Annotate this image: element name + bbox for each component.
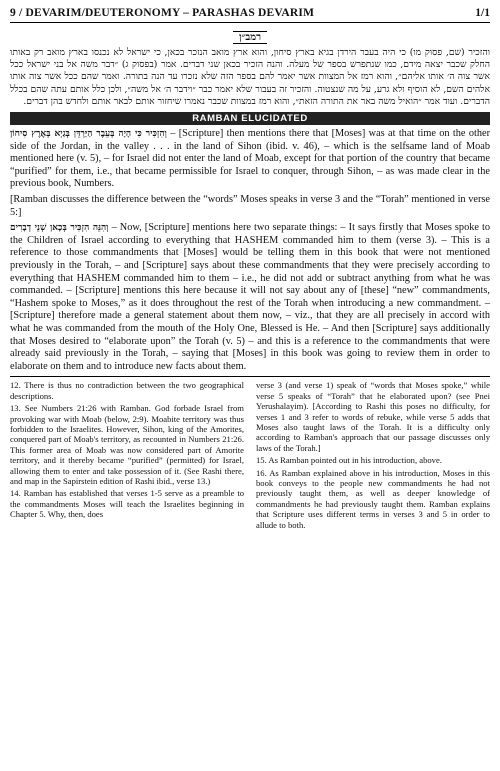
ramban-label: רמב״ן [233, 31, 267, 44]
header-title: 9 / DEVARIM/DEUTERONOMY – PARASHAS DEVARIM [10, 7, 315, 19]
footnotes [10, 380, 490, 532]
footnote: 14. Ramban has established that verses 1-5 serve as a preamble to the commandments Moses will teach the Israelites beginning in Chapter 5. Why, then, does [10, 488, 244, 520]
hebrew-lemma: וְהִזְכִּיר כִּי הָיָה בְּעֵבֶר הַיַּרְדֵּן בְּגַיְא בְּאֶרֶץ סִיחוֹן [10, 129, 167, 140]
header-page-ref: 1/1 [475, 7, 490, 19]
elucidation-body [10, 128, 490, 373]
elucidation-paragraph [10, 194, 490, 219]
footnotes-left-column [10, 380, 244, 532]
elucidation-paragraph [10, 222, 490, 373]
elucidated-heading: RAMBAN ELUCIDATED [10, 112, 490, 125]
footnote: verse 3 (and verse 1) speak of “words that Moses spoke,” while verse 5 speaks of “Torah” that he elaborated upon? (see Pnei Yerushalayim). [According to Rashi this poses no difficulty, for verses 1 and 3 refer to words of rebuke, while verse 5 adds that Moses also taught laws of the Torah. It is a difficulty only according to Ramban's approach that our passage discusses only laws of the Torah.] [256, 380, 490, 453]
english-text: [Ramban discusses the difference between the “words” Moses speaks in verse 3 and the “Torah” mentioned in verse 5:] [10, 193, 490, 218]
footnote: 12. There is thus no contradiction between the two geographical descriptions. [10, 380, 244, 401]
hebrew-commentary: והזכיר (שם, פסוק מו) כי היה בעבר הירדן בגיא בארץ סיחון, והוא ארץ מואב הנזכר בכאן, כי ישראל לא נכנסו בארץ מואב רק באותו החלק שכבר יצאה מידם, כמו שנתפרש בספר של מעלה. והנה הזכיר בכאן שני דברים. אמר (בפסוק ג) ״דבר משה אל בני ישראל ככל אשר צוה ה׳ אותו אליהם״, והוא רמז אל המצוות אשר יאמר להם בספר הזה שלא נזכרו עד הנה בתורה. ואמר שהם ככל אשר צוה אותו אלהים השם, לא הוסיף ולא גרע, על מה שנצטוה. והזכיר זה בעבור שלא יאמר כבר ״וידבר ה׳ אל משה״, ולכן כלל אותם עתה שהם בכלל הדברים. ועוד אמר ״הואיל משה באר את התורה הזאת״, והוא רמז במצוות שכבר נאמרו שיחזור אותם לבאר אותם ולחדש בהן דברים. [10, 47, 490, 107]
english-text: – Now, [Scripture] mentions here two separate things: – It says firstly that Moses spoke to the Children of Israel according to everything that HASHEM commanded him to them (verse 3). – This is a reference to those commandments that [Moses] would be telling them in this book that were not mentioned previously in the Torah, – and [Scripture] says about these commandments that they were precisely according to everything that HASHEM commanded him to them – i.e., he did not add or subtract anything from what he was commanded. – [Scripture] mentions this here because it will not say about any of [these] “new” commandments, “Hashem spoke to Moses,” as it does throughout the rest of the Torah when introducing a new commandment. – [Scripture] therefore made a general statement about them now, – viz., that they are all precisely in accord with what he was commanded from the mouth of the Holy One, Blessed is He. – And then [Scripture] says additionally that Moses desired to “elaborate upon” the Torah (v. 5) – and this is a reference to the commandments that were already said previously in the Torah, – saying that [Moses] in this book was going to review them in order to elaborate on them and to introduce new facts about them. [10, 222, 491, 372]
footnote: 16. As Ramban explained above in his introduction, Moses in this book conveys to the people new commandments he had not previously taught them, as well as deeper knowledge of commandments he had previously taught them. Ramban explains that Scripture uses different terms in verses 3 and 5 in order to allude to both. [256, 467, 490, 530]
footnote: 15. As Ramban pointed out in his introduction, above. [256, 455, 442, 466]
elucidation-paragraph [10, 128, 490, 191]
footnotes-right-column [256, 380, 490, 532]
footnote: 13. See Numbers 21:26 with Ramban. God forbade Israel from provoking war with Moab (below, 2:9). Moabite territory was thus forbidden to the Israelites. However, Sihon, king of the Amorites, conquered part of Moab's territory, as recounted in Numbers 21:26. This former area of Moab was now considered part of Amorite territory, and it thereby became “purified” (permitted) for Israel, allowing them to enter and take possession of it. (See Rashi there, and map in the Sapirstein edition of Rashi ibid., verse 13.) [10, 403, 244, 486]
running-header [10, 6, 490, 23]
english-text: – [Scripture] then mentions there that [Moses] was at that time on the other side of the Jordan, in the valley . . . in the land of Sihon (ibid. v. 46), – which is the selfsame land of Moab mentioned here (v. 5), – for Israel did not enter the land of Moab, except for that portion of the country that became “purified” for them, i.e., that became permissible for Israel to conquer, through Sihon, – as was made clear in the previous book, Numbers. [10, 128, 490, 190]
ramban-section-heading [10, 27, 490, 45]
footnote-divider [10, 376, 490, 377]
hebrew-lemma: וְהִנֵּה הִזְכִּיר בְּכָאן שְׁנֵי דְבָרִים [10, 223, 109, 234]
